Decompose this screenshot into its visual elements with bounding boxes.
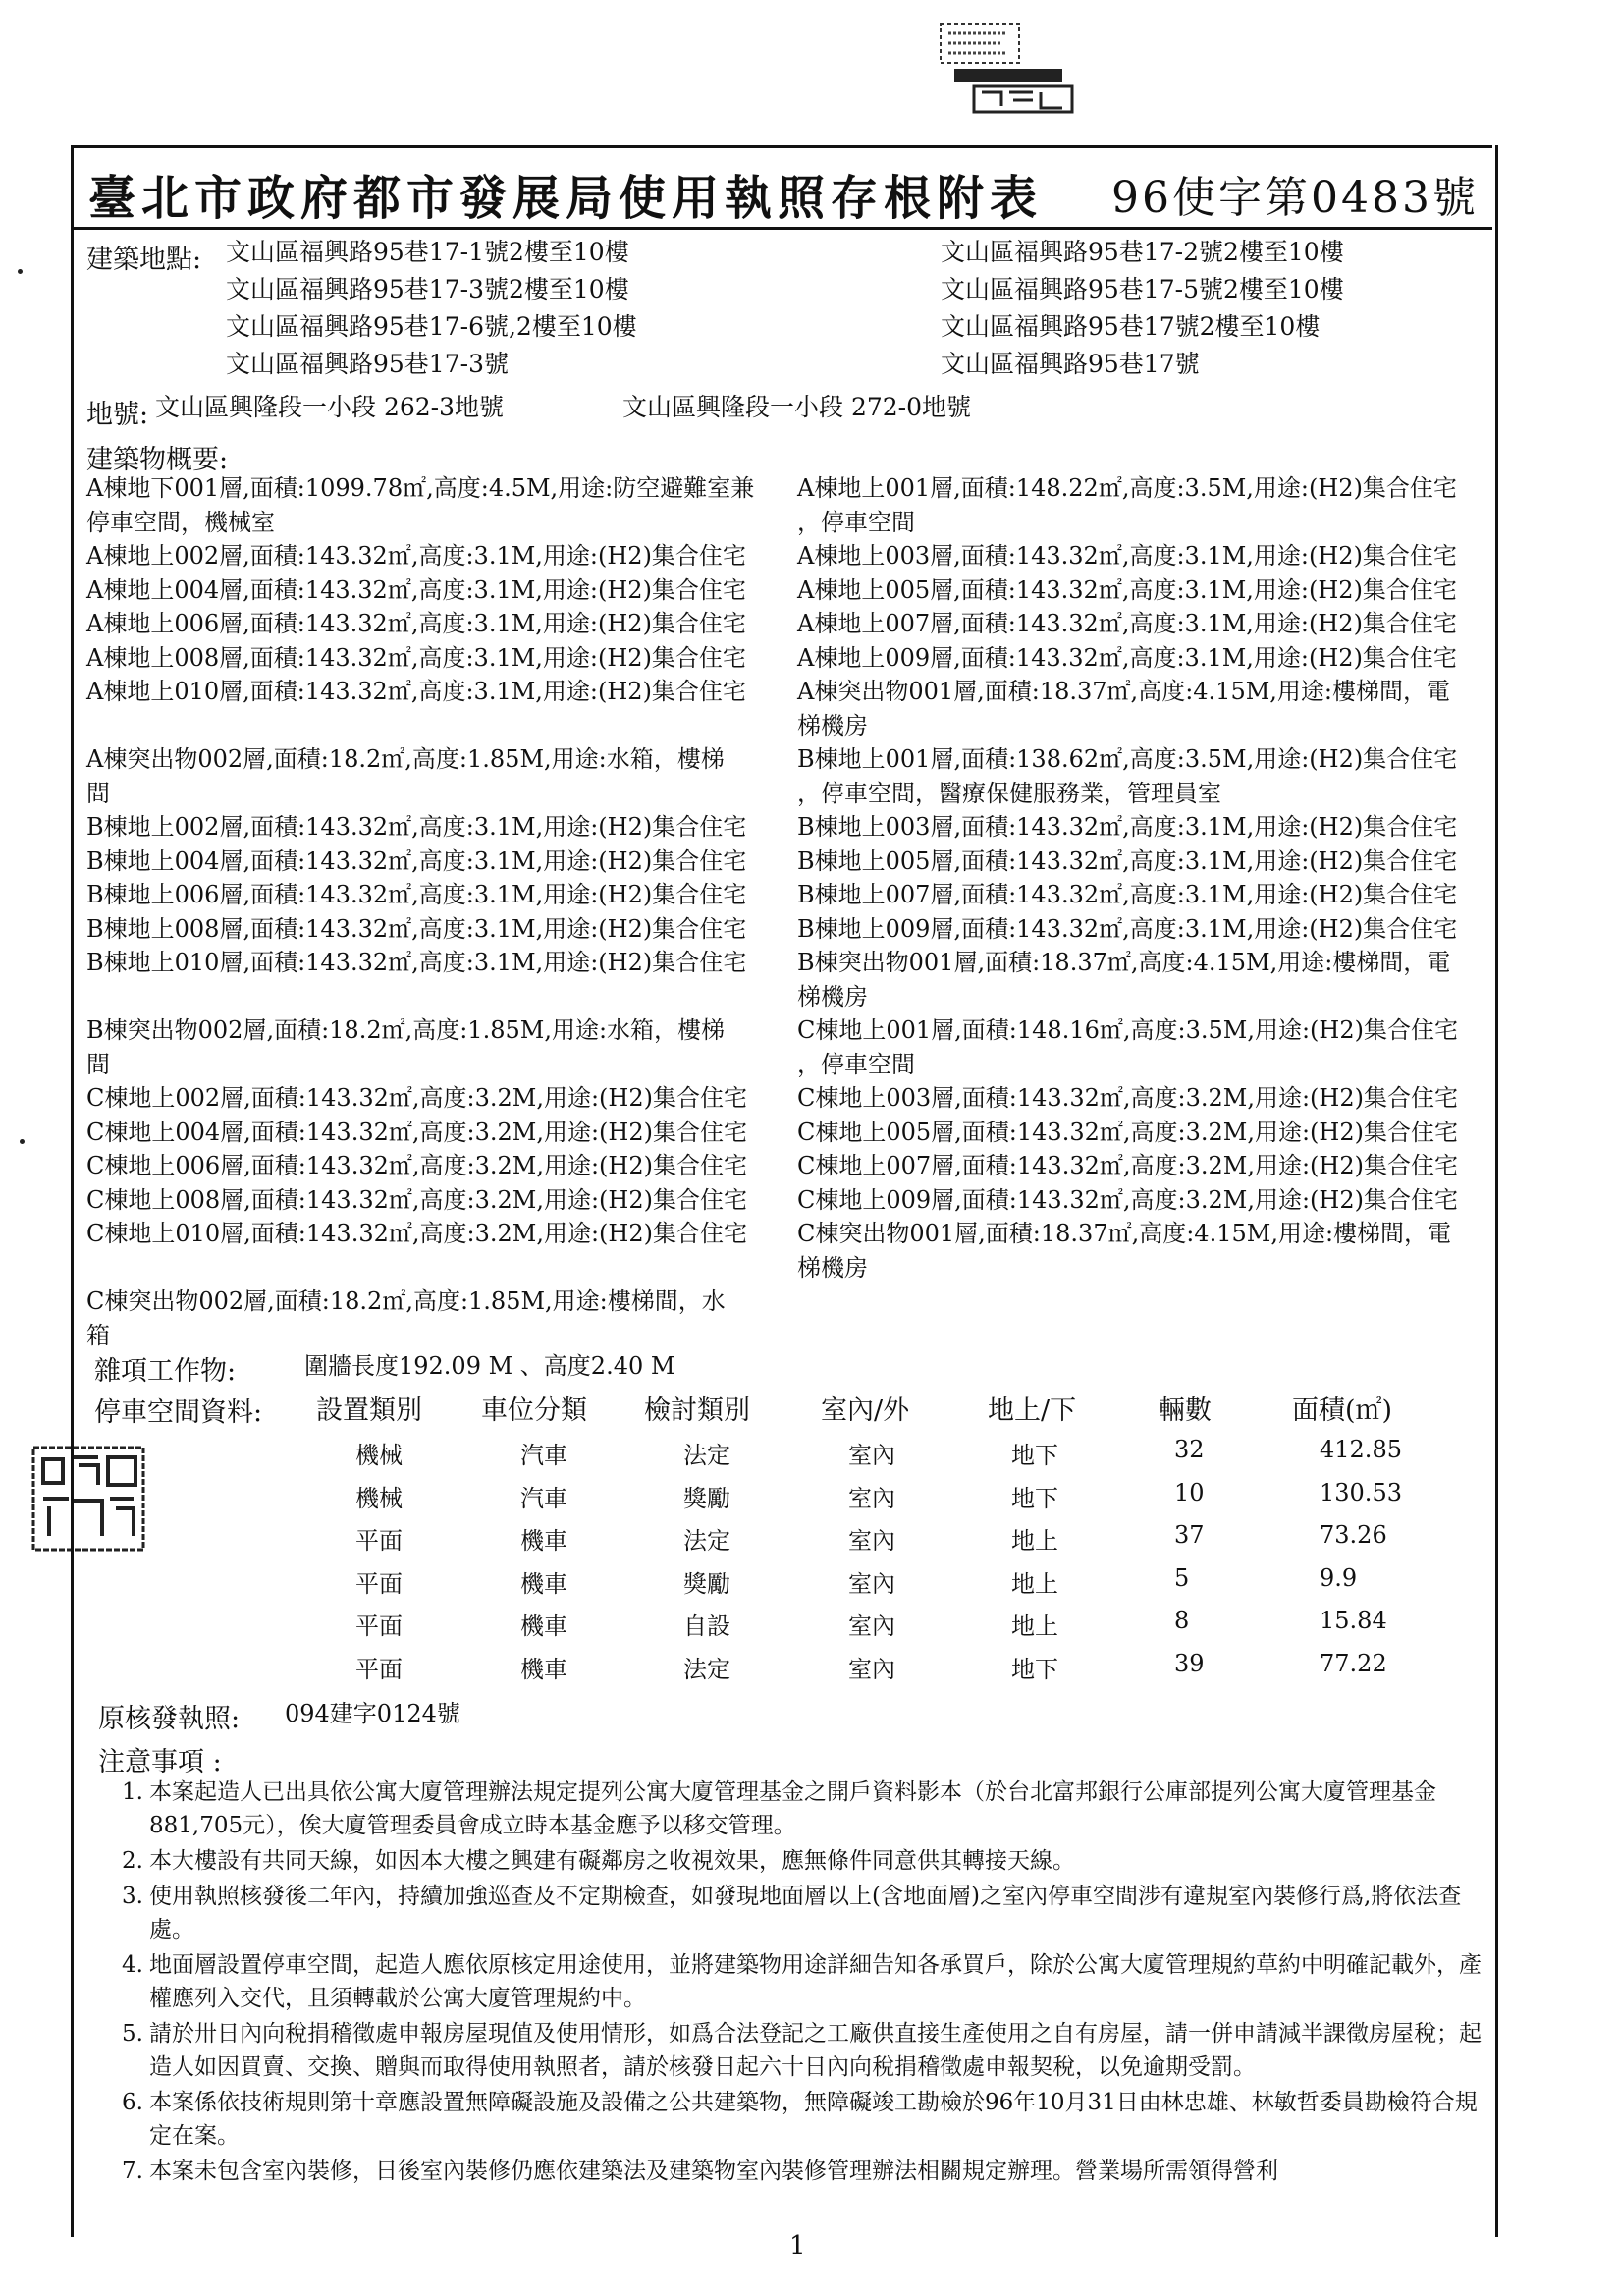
parking-cell: 獎勵 [683, 1569, 730, 1598]
scan-dot [20, 1139, 25, 1144]
overview-right-line: B棟地上003層,面積:143.32㎡,高度:3.1M,用途:(H2)集合住宅 [797, 813, 1458, 841]
overview-left-line: C棟地上006層,面積:143.32㎡,高度:3.2M,用途:(H2)集合住宅 [86, 1152, 747, 1179]
permit-number: 96使字第0483號 [1111, 173, 1479, 223]
parking-cell: 室內 [848, 1484, 895, 1512]
overview-right-line: 梯機房 [797, 982, 868, 1011]
note-number: 7. [122, 2159, 143, 2184]
overview-right-line: C棟地上005層,面積:143.32㎡,高度:3.2M,用途:(H2)集合住宅 [797, 1118, 1458, 1146]
site-address-left-1: 文山區福興路95巷17-1號2樓至10樓 [226, 238, 629, 266]
overview-right-line: A棟地上003層,面積:143.32㎡,高度:3.1M,用途:(H2)集合住宅 [797, 542, 1457, 570]
parking-cell: 機械 [355, 1442, 403, 1469]
parking-cell: 機車 [520, 1527, 567, 1555]
parking-cell: 8 [1174, 1607, 1190, 1634]
parking-header-cell: 輛數 [1159, 1395, 1212, 1426]
note-text: 使用執照核發後二年內，持續加強巡查及不定期檢查，如發現地面層以上(含地面層)之室內停車空間涉有違規室內裝修行爲,將依法查處。 [149, 1884, 1462, 1942]
note-item [122, 2155, 1486, 2188]
overview-left-line: B棟地上006層,面積:143.32㎡,高度:3.1M,用途:(H2)集合住宅 [86, 881, 747, 908]
parking-header-cell: 室內/外 [821, 1395, 910, 1426]
parking-header-cell: 地上/下 [988, 1395, 1077, 1426]
notes-label: 注意事項 : [98, 1747, 222, 1777]
overview-left-line: B棟地上010層,面積:143.32㎡,高度:3.1M,用途:(H2)集合住宅 [86, 949, 747, 976]
overview-left-line: C棟地上008層,面積:143.32㎡,高度:3.2M,用途:(H2)集合住宅 [86, 1185, 747, 1214]
parking-cell: 412.85 [1320, 1436, 1402, 1463]
overview-left-line: A棟突出物002層,面積:18.2㎡,高度:1.85M,用途:水箱，樓梯 [86, 745, 725, 773]
note-number: 4. [122, 1952, 143, 1978]
overview-left-line: 間 [86, 779, 110, 807]
overview-left-line: C棟地上010層,面積:143.32㎡,高度:3.2M,用途:(H2)集合住宅 [86, 1220, 747, 1247]
note-item [122, 1776, 1486, 1842]
overview-right-line: B棟地上001層,面積:138.62㎡,高度:3.5M,用途:(H2)集合住宅 [797, 745, 1458, 773]
overview-left-line: C棟突出物002層,面積:18.2㎡,高度:1.85M,用途:樓梯間，水 [86, 1287, 726, 1315]
overview-left-line: C棟地上002層,面積:143.32㎡,高度:3.2M,用途:(H2)集合住宅 [86, 1084, 747, 1112]
note-item [122, 1844, 1486, 1878]
scan-dot [18, 269, 23, 274]
overview-right-line: B棟地上009層,面積:143.32㎡,高度:3.1M,用途:(H2)集合住宅 [797, 914, 1458, 943]
note-text: 本大樓設有共同天線，如因本大樓之興建有礙鄰房之收視效果，應無條件同意供其轉接天線。 [149, 1848, 1075, 1874]
note-item [122, 1880, 1486, 1946]
seal-stamp-top [935, 18, 1082, 116]
parking-cell: 37 [1174, 1521, 1205, 1549]
overview-left-line: A棟地上010層,面積:143.32㎡,高度:3.1M,用途:(H2)集合住宅 [86, 678, 746, 705]
overview-left-line: A棟地下001層,面積:1099.78㎡,高度:4.5M,用途:防空避難室兼 [86, 474, 755, 502]
parking-cell: 地下 [1011, 1442, 1058, 1469]
overview-left-line: B棟地上008層,面積:143.32㎡,高度:3.1M,用途:(H2)集合住宅 [86, 914, 747, 943]
original-permit-label: 原核發執照: [98, 1704, 241, 1734]
parking-cell: 平面 [355, 1527, 403, 1555]
parking-cell: 9.9 [1320, 1563, 1358, 1592]
note-number: 3. [122, 1884, 143, 1909]
parking-header-cell: 車位分類 [481, 1395, 587, 1426]
parking-cell: 室內 [848, 1527, 895, 1555]
site-address-right-1: 文山區福興路95巷17-2號2樓至10樓 [941, 238, 1344, 266]
parking-cell: 機車 [520, 1655, 567, 1683]
note-number: 1. [122, 1779, 143, 1805]
note-number: 5. [122, 2021, 143, 2047]
overview-left-line: 停車空間，機械室 [86, 508, 275, 536]
overview-right-line: A棟地上007層,面積:143.32㎡,高度:3.1M,用途:(H2)集合住宅 [797, 610, 1457, 637]
notes-list [122, 1776, 1486, 2190]
site-address-left-3: 文山區福興路95巷17-6號,2樓至10樓 [226, 312, 637, 341]
parking-cell: 汽車 [520, 1442, 567, 1469]
overview-right-line: C棟地上003層,面積:143.32㎡,高度:3.2M,用途:(H2)集合住宅 [797, 1084, 1458, 1112]
note-item [122, 1948, 1486, 2015]
lot-number-1: 文山區興隆段一小段 262-3地號 [155, 393, 505, 421]
parking-cell: 地下 [1011, 1655, 1058, 1683]
site-address-right-4: 文山區福興路95巷17號 [941, 350, 1200, 378]
parking-cell: 130.53 [1320, 1478, 1402, 1506]
overview-right-line: ，停車空間 [797, 1050, 915, 1078]
note-item [122, 2017, 1486, 2084]
note-text: 本案起造人已出具依公寓大廈管理辦法規定提列公寓大廈管理基金之開戶資料影本（於台北富邦銀行公庫部提列公寓大廈管理基金881,705元），俟大廈管理委員會成立時本基金應予以移交管理。 [149, 1779, 1436, 1838]
note-item [122, 2086, 1486, 2153]
overview-left-line: A棟地上002層,面積:143.32㎡,高度:3.1M,用途:(H2)集合住宅 [86, 542, 746, 570]
lot-label: 地號: [86, 400, 149, 430]
parking-cell: 地下 [1011, 1484, 1058, 1512]
overview-right-line: A棟地上009層,面積:143.32㎡,高度:3.1M,用途:(H2)集合住宅 [797, 643, 1457, 672]
overview-left-line: 箱 [86, 1321, 110, 1349]
parking-cell: 39 [1174, 1649, 1205, 1677]
overview-right-line: ，停車空間，醫療保健服務業，管理員室 [797, 779, 1221, 807]
parking-cell: 77.22 [1320, 1649, 1387, 1677]
parking-cell: 法定 [683, 1655, 730, 1683]
parking-cell: 自設 [683, 1613, 730, 1640]
parking-header-cell: 設置類別 [316, 1395, 422, 1426]
parking-cell: 平面 [355, 1655, 403, 1683]
overview-right-line: 梯機房 [797, 711, 868, 739]
parking-cell: 32 [1174, 1436, 1205, 1463]
parking-cell: 地上 [1011, 1527, 1058, 1555]
parking-cell: 10 [1174, 1478, 1205, 1506]
misc-label: 雜項工作物: [94, 1356, 237, 1387]
parking-cell: 機車 [520, 1613, 567, 1640]
page-title: 臺北市政府都市發展局使用執照存根附表 [88, 171, 1044, 226]
overview-right-line: A棟地上001層,面積:148.22㎡,高度:3.5M,用途:(H2)集合住宅 [797, 474, 1457, 502]
site-address-right-2: 文山區福興路95巷17-5號2樓至10樓 [941, 275, 1344, 303]
parking-cell: 平面 [355, 1613, 403, 1640]
lot-number-2: 文山區興隆段一小段 272-0地號 [622, 393, 972, 421]
overview-left-line: 間 [86, 1050, 110, 1078]
parking-cell: 15.84 [1320, 1607, 1387, 1634]
overview-right-line: C棟突出物001層,面積:18.37㎡,高度:4.15M,用途:樓梯間，電 [797, 1220, 1452, 1247]
overview-right-line: B棟地上005層,面積:143.32㎡,高度:3.1M,用途:(H2)集合住宅 [797, 847, 1458, 875]
overview-right-line: 梯機房 [797, 1253, 868, 1282]
site-address-left-4: 文山區福興路95巷17-3號 [226, 350, 509, 378]
page-number: 1 [789, 2231, 806, 2261]
note-text: 請於卅日內向稅捐稽徵處申報房屋現值及使用情形，如爲合法登記之工廠供直接生產使用之自有房屋，請一併申請減半課徵房屋稅；起造人如因買賣、交換、贈與而取得使用執照者，請於核發日起六十日內向稅捐稽徵處申報契稅，以免逾期受罰。 [149, 2021, 1482, 2080]
note-number: 2. [122, 1848, 143, 1874]
parking-cell: 機車 [520, 1569, 567, 1598]
parking-cell: 地上 [1011, 1569, 1058, 1598]
overview-right-line: B棟地上007層,面積:143.32㎡,高度:3.1M,用途:(H2)集合住宅 [797, 881, 1458, 908]
title-row [71, 145, 1492, 230]
parking-cell: 汽車 [520, 1484, 567, 1512]
site-address-right-3: 文山區福興路95巷17號2樓至10樓 [941, 312, 1321, 341]
misc-value: 圍牆長度192.09 M 、高度2.40 M [304, 1352, 675, 1380]
parking-header-cell: 面積(㎡) [1292, 1395, 1393, 1426]
overview-left-line: C棟地上004層,面積:143.32㎡,高度:3.2M,用途:(H2)集合住宅 [86, 1118, 747, 1146]
parking-cell: 5 [1174, 1563, 1190, 1592]
parking-cell: 73.26 [1320, 1521, 1387, 1549]
note-number: 6. [122, 2090, 143, 2115]
parking-cell: 室內 [848, 1655, 895, 1683]
overview-right-line: C棟地上009層,面積:143.32㎡,高度:3.2M,用途:(H2)集合住宅 [797, 1185, 1458, 1214]
parking-cell: 室內 [848, 1569, 895, 1598]
site-label: 建築地點: [86, 245, 202, 275]
parking-cell: 室內 [848, 1442, 895, 1469]
overview-right-line: A棟突出物001層,面積:18.37㎡,高度:4.15M,用途:樓梯間，電 [797, 678, 1451, 705]
parking-cell: 法定 [683, 1442, 730, 1469]
overview-left-line: A棟地上008層,面積:143.32㎡,高度:3.1M,用途:(H2)集合住宅 [86, 643, 746, 672]
overview-left-line: A棟地上004層,面積:143.32㎡,高度:3.1M,用途:(H2)集合住宅 [86, 575, 746, 604]
parking-cell: 機械 [355, 1484, 403, 1512]
overview-right-line: A棟地上005層,面積:143.32㎡,高度:3.1M,用途:(H2)集合住宅 [797, 575, 1457, 604]
overview-left-line: B棟地上002層,面積:143.32㎡,高度:3.1M,用途:(H2)集合住宅 [86, 813, 747, 841]
overview-right-line: C棟地上001層,面積:148.16㎡,高度:3.5M,用途:(H2)集合住宅 [797, 1016, 1458, 1044]
parking-cell: 法定 [683, 1527, 730, 1555]
overview-left-line: B棟突出物002層,面積:18.2㎡,高度:1.85M,用途:水箱，樓梯 [86, 1016, 726, 1044]
overview-right-line: ，停車空間 [797, 508, 915, 536]
parking-cell: 獎勵 [683, 1484, 730, 1512]
overview-label: 建築物概要: [86, 445, 229, 475]
note-text: 本案係依技術規則第十章應設置無障礙設施及設備之公共建築物，無障礙竣工勘檢於96年10月31日由林忠雄、林敏哲委員勘檢符合規定在案。 [149, 2090, 1478, 2149]
original-permit-value: 094建字0124號 [285, 1700, 460, 1727]
overview-right-line: B棟突出物001層,面積:18.37㎡,高度:4.15M,用途:樓梯間，電 [797, 949, 1451, 976]
parking-cell: 地上 [1011, 1613, 1058, 1640]
parking-label: 停車空間資料: [94, 1397, 263, 1428]
parking-cell: 平面 [355, 1569, 403, 1598]
note-text: 地面層設置停車空間，起造人應依原核定用途使用，並將建築物用途詳細告知各承買戶，除於公寓大廈管理規約草約中明確記載外，產權應列入交代，且須轉載於公寓大廈管理規約中。 [149, 1952, 1482, 2011]
parking-cell: 室內 [848, 1613, 895, 1640]
overview-right-line: C棟地上007層,面積:143.32㎡,高度:3.2M,用途:(H2)集合住宅 [797, 1152, 1458, 1179]
site-address-left-2: 文山區福興路95巷17-3號2樓至10樓 [226, 275, 629, 303]
parking-header-cell: 檢討類別 [644, 1395, 750, 1426]
overview-left-line: A棟地上006層,面積:143.32㎡,高度:3.1M,用途:(H2)集合住宅 [86, 610, 746, 637]
note-text: 本案未包含室內裝修，日後室內裝修仍應依建築法及建築物室內裝修管理辦法相關規定辦理。營業場所需領得營利 [149, 2159, 1278, 2184]
overview-left-line: B棟地上004層,面積:143.32㎡,高度:3.1M,用途:(H2)集合住宅 [86, 847, 747, 875]
